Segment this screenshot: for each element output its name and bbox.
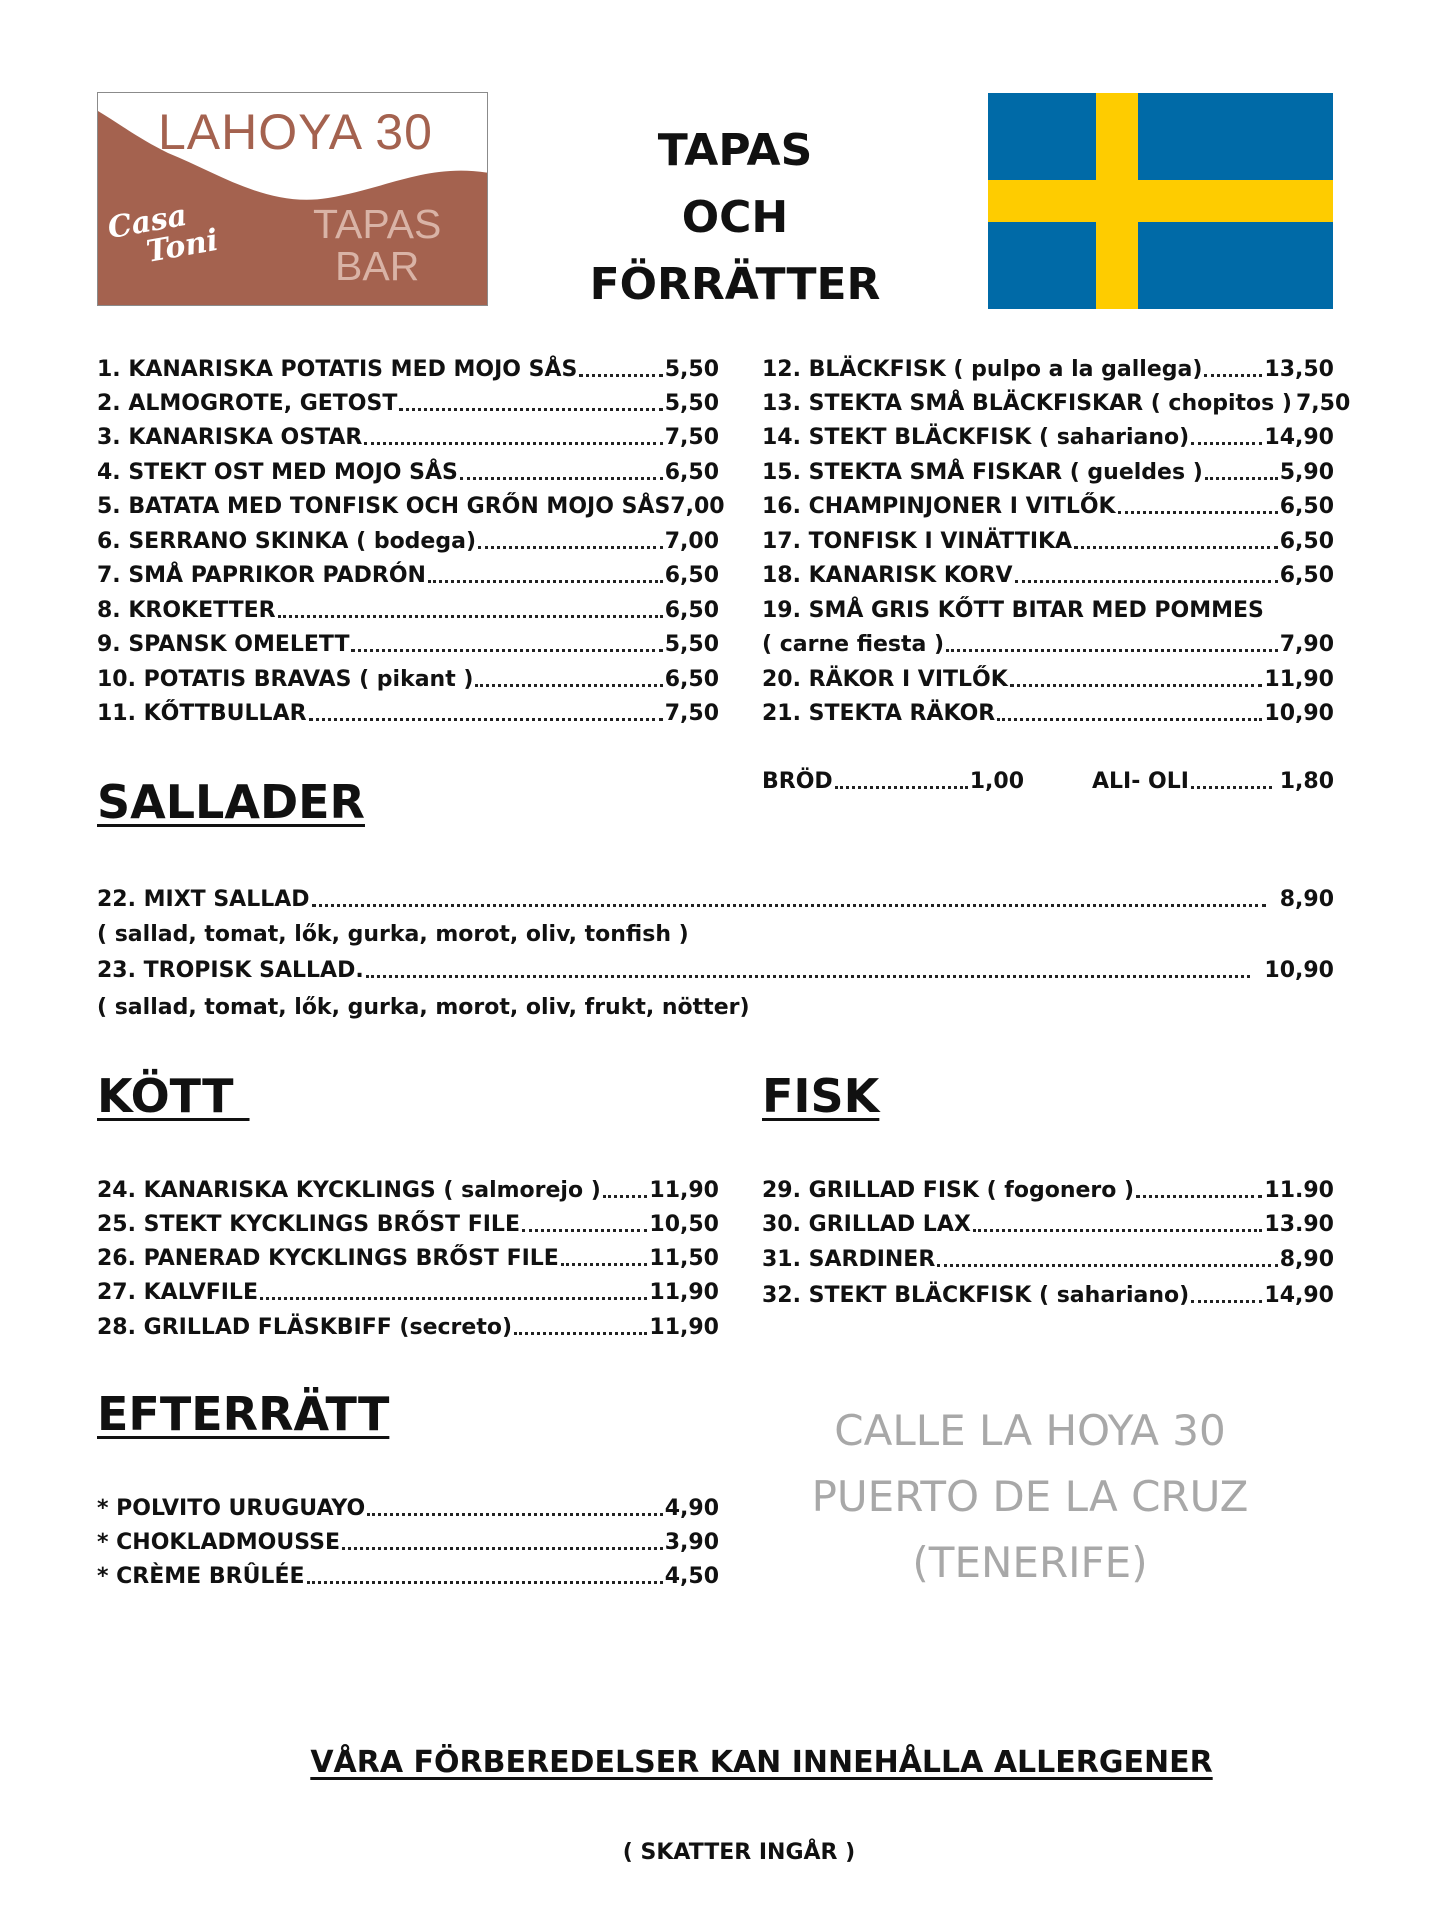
item-price: 4,50 [664, 1564, 719, 1589]
item-price: 7,00 [670, 494, 725, 519]
item-name: * POLVITO URUGUAYO [97, 1496, 366, 1521]
list-item [97, 632, 719, 658]
item-name: 23. TROPISK SALLAD. [97, 958, 364, 983]
list-item [97, 1246, 719, 1272]
item-name: 1. KANARISKA POTATIS MED MOJO SÅS [97, 357, 578, 382]
item-name: 11. KŐTTBULLAR [97, 701, 307, 726]
alioli-item [1092, 769, 1334, 795]
logo-casa: Casa [105, 197, 190, 247]
logo-name: LAHOYA 30 [158, 104, 433, 160]
list-item [762, 701, 1334, 727]
item-name: 30. GRILLAD LAX [762, 1212, 971, 1237]
item-price: 10,50 [649, 1212, 719, 1237]
item-price: 7,00 [664, 529, 719, 554]
list-item [762, 1178, 1334, 1204]
item-price: 13,50 [1264, 357, 1334, 382]
item-name: 12. BLÄCKFISK ( pulpo a la gallega) [762, 357, 1203, 382]
bread-price: 1,00 [969, 769, 1024, 794]
item-name: 21. STEKTA RÄKOR [762, 701, 996, 726]
item-name: 16. CHAMPINJONER I VITLŐK [762, 494, 1116, 519]
list-item [762, 391, 1351, 417]
item-price: 11.90 [1264, 1178, 1334, 1203]
item-name: 17. TONFISK I VINÄTTIKA [762, 529, 1073, 554]
item-price: 13.90 [1264, 1212, 1334, 1237]
item-name: 13. STEKTA SMÅ BLÄCKFISKAR ( chopitos ) [762, 391, 1292, 416]
item-name: 18. KANARISK KORV [762, 563, 1013, 588]
allergen-notice: VÅRA FÖRBEREDELSER KAN INNEHÅLLA ALLERGENER [310, 1745, 1213, 1780]
item-price: 6,50 [664, 667, 719, 692]
title-line-1: TAPAS [657, 125, 813, 176]
section-title-sallader: SALLADER [97, 775, 365, 829]
item-name: 29. GRILLAD FISK ( fogonero ) [762, 1178, 1135, 1203]
section-title-kott: KÖTT [97, 1069, 250, 1123]
item-price: 5,90 [1279, 460, 1334, 485]
item-name: 26. PANERAD KYCKLINGS BRŐST FILE [97, 1246, 559, 1271]
item-name: 27. KALVFILE [97, 1280, 258, 1305]
item-name: 4. STEKT OST MED MOJO SÅS [97, 460, 458, 485]
item-price: 7,50 [1295, 391, 1351, 416]
item-price: 6,50 [1279, 563, 1334, 588]
list-item [97, 598, 719, 624]
item-price: 6,50 [1279, 494, 1334, 519]
restaurant-logo [97, 92, 488, 306]
page-title [560, 117, 910, 318]
alioli-name: ALI- OLI [1092, 769, 1189, 794]
item-name: * CHOKLADMOUSSE [97, 1530, 340, 1555]
item-price: 4,90 [664, 1496, 719, 1521]
address-line-1: CALLE LA HOYA 30 [834, 1406, 1226, 1455]
salad-item [97, 887, 1334, 913]
item-price: 8,90 [1279, 1247, 1334, 1272]
list-item [97, 391, 719, 417]
list-item [762, 667, 1334, 693]
address-line-2: PUERTO DE LA CRUZ [811, 1472, 1249, 1521]
list-item [97, 460, 719, 486]
list-item [97, 1496, 719, 1522]
item-price: 14,90 [1264, 425, 1334, 450]
item-price: 7,50 [664, 701, 719, 726]
item-name: 8. KROKETTER [97, 598, 276, 623]
item-name: 10. POTATIS BRAVAS ( pikant ) [97, 667, 474, 692]
section-title-efterratt: EFTERRÄTT [97, 1387, 390, 1441]
list-item [97, 1212, 719, 1238]
list-item [97, 529, 719, 555]
item-name: 14. STEKT BLÄCKFISK ( sahariano) [762, 425, 1190, 450]
item-price: 11,90 [649, 1315, 719, 1340]
item-price: 11,90 [649, 1178, 719, 1203]
item-price: 7,90 [1279, 632, 1334, 657]
item-price: 7,50 [664, 425, 719, 450]
item-price: 6,50 [1279, 529, 1334, 554]
item-price: 3,90 [664, 1530, 719, 1555]
salad-description: ( sallad, tomat, lők, gurka, morot, oliv, tonfish ) [97, 922, 689, 947]
list-item [97, 1564, 719, 1590]
item-name: * CRÈME BRÛLÉE [97, 1564, 305, 1589]
list-item [762, 598, 1264, 624]
item-name: 5. BATATA MED TONFISK OCH GRŐN MOJO SÅS [97, 494, 671, 519]
list-item [762, 529, 1334, 555]
list-item [762, 563, 1334, 589]
item-price: 6,50 [664, 598, 719, 623]
item-price: 10,90 [1264, 701, 1334, 726]
item-name: 9. SPANSK OMELETT [97, 632, 350, 657]
address-line-3: (TENERIFE) [912, 1538, 1148, 1587]
list-item [762, 357, 1334, 383]
list-item [97, 425, 719, 451]
item-price: 5,50 [664, 357, 719, 382]
item-price: 11,50 [649, 1246, 719, 1271]
list-item [762, 1283, 1334, 1309]
item-price: 5,50 [664, 632, 719, 657]
item-name: 2. ALMOGROTE, GETOST [97, 391, 398, 416]
item-name: 7. SMÅ PAPRIKOR PADRÓN [97, 563, 426, 588]
item-name: 28. GRILLAD FLÄSKBIFF (secreto) [97, 1315, 513, 1340]
list-item [97, 494, 725, 520]
logo-tapas: TAPAS [313, 201, 442, 247]
list-item [97, 1178, 719, 1204]
item-price: 11,90 [649, 1280, 719, 1305]
bread-item [762, 769, 1024, 795]
item-price: 6,50 [664, 563, 719, 588]
item-name: 19. SMÅ GRIS KŐTT BITAR MED POMMES [762, 598, 1264, 623]
item-name: 24. KANARISKA KYCKLINGS ( salmorejo ) [97, 1178, 601, 1203]
item-name: 20. RÄKOR I VITLŐK [762, 667, 1008, 692]
alioli-price: 1,80 [1279, 769, 1334, 794]
item-name: 31. SARDINER [762, 1247, 936, 1272]
title-line-3: FÖRRÄTTER [589, 259, 881, 310]
restaurant-address [780, 1398, 1280, 1596]
list-item [97, 1280, 719, 1306]
list-item [762, 425, 1334, 451]
item-name: 6. SERRANO SKINKA ( bodega) [97, 529, 476, 554]
swedish-flag-icon [988, 93, 1333, 309]
item-price: 11,90 [1264, 667, 1334, 692]
list-item [97, 1530, 719, 1556]
item-name: 25. STEKT KYCKLINGS BRŐST FILE [97, 1212, 520, 1237]
list-item [97, 667, 719, 693]
title-line-2: OCH [681, 192, 789, 243]
item-price: 6,50 [664, 460, 719, 485]
item-price: 14,90 [1264, 1283, 1334, 1308]
logo-toni: Toni [143, 222, 221, 270]
item-price: 8,90 [1279, 887, 1334, 912]
list-item [762, 494, 1334, 520]
logo-bar: BAR [335, 243, 420, 289]
list-item [762, 1247, 1334, 1273]
item-name: 22. MIXT SALLAD [97, 887, 310, 912]
item-price: 5,50 [664, 391, 719, 416]
section-title-fisk: FISK [762, 1069, 880, 1123]
salad-item [97, 958, 1334, 984]
list-item [97, 1315, 719, 1341]
logo-tapas-bar [313, 203, 441, 287]
item-name: 32. STEKT BLÄCKFISK ( sahariano) [762, 1283, 1190, 1308]
item-price: 10,90 [1264, 958, 1334, 983]
list-item [762, 632, 1334, 658]
tax-notice: ( SKATTER INGÅR ) [622, 1840, 856, 1865]
bread-name: BRÖD [762, 769, 833, 794]
item-name: 15. STEKTA SMÅ FISKAR ( gueldes ) [762, 460, 1203, 485]
list-item [97, 563, 719, 589]
list-item [97, 701, 719, 727]
item-name: ( carne fiesta ) [762, 632, 945, 657]
list-item [762, 1212, 1334, 1238]
list-item [762, 460, 1334, 486]
list-item [97, 357, 719, 383]
item-name: 3. KANARISKA OSTAR [97, 425, 363, 450]
salad-description: ( sallad, tomat, lők, gurka, morot, oliv, frukt, nötter) [97, 995, 750, 1020]
